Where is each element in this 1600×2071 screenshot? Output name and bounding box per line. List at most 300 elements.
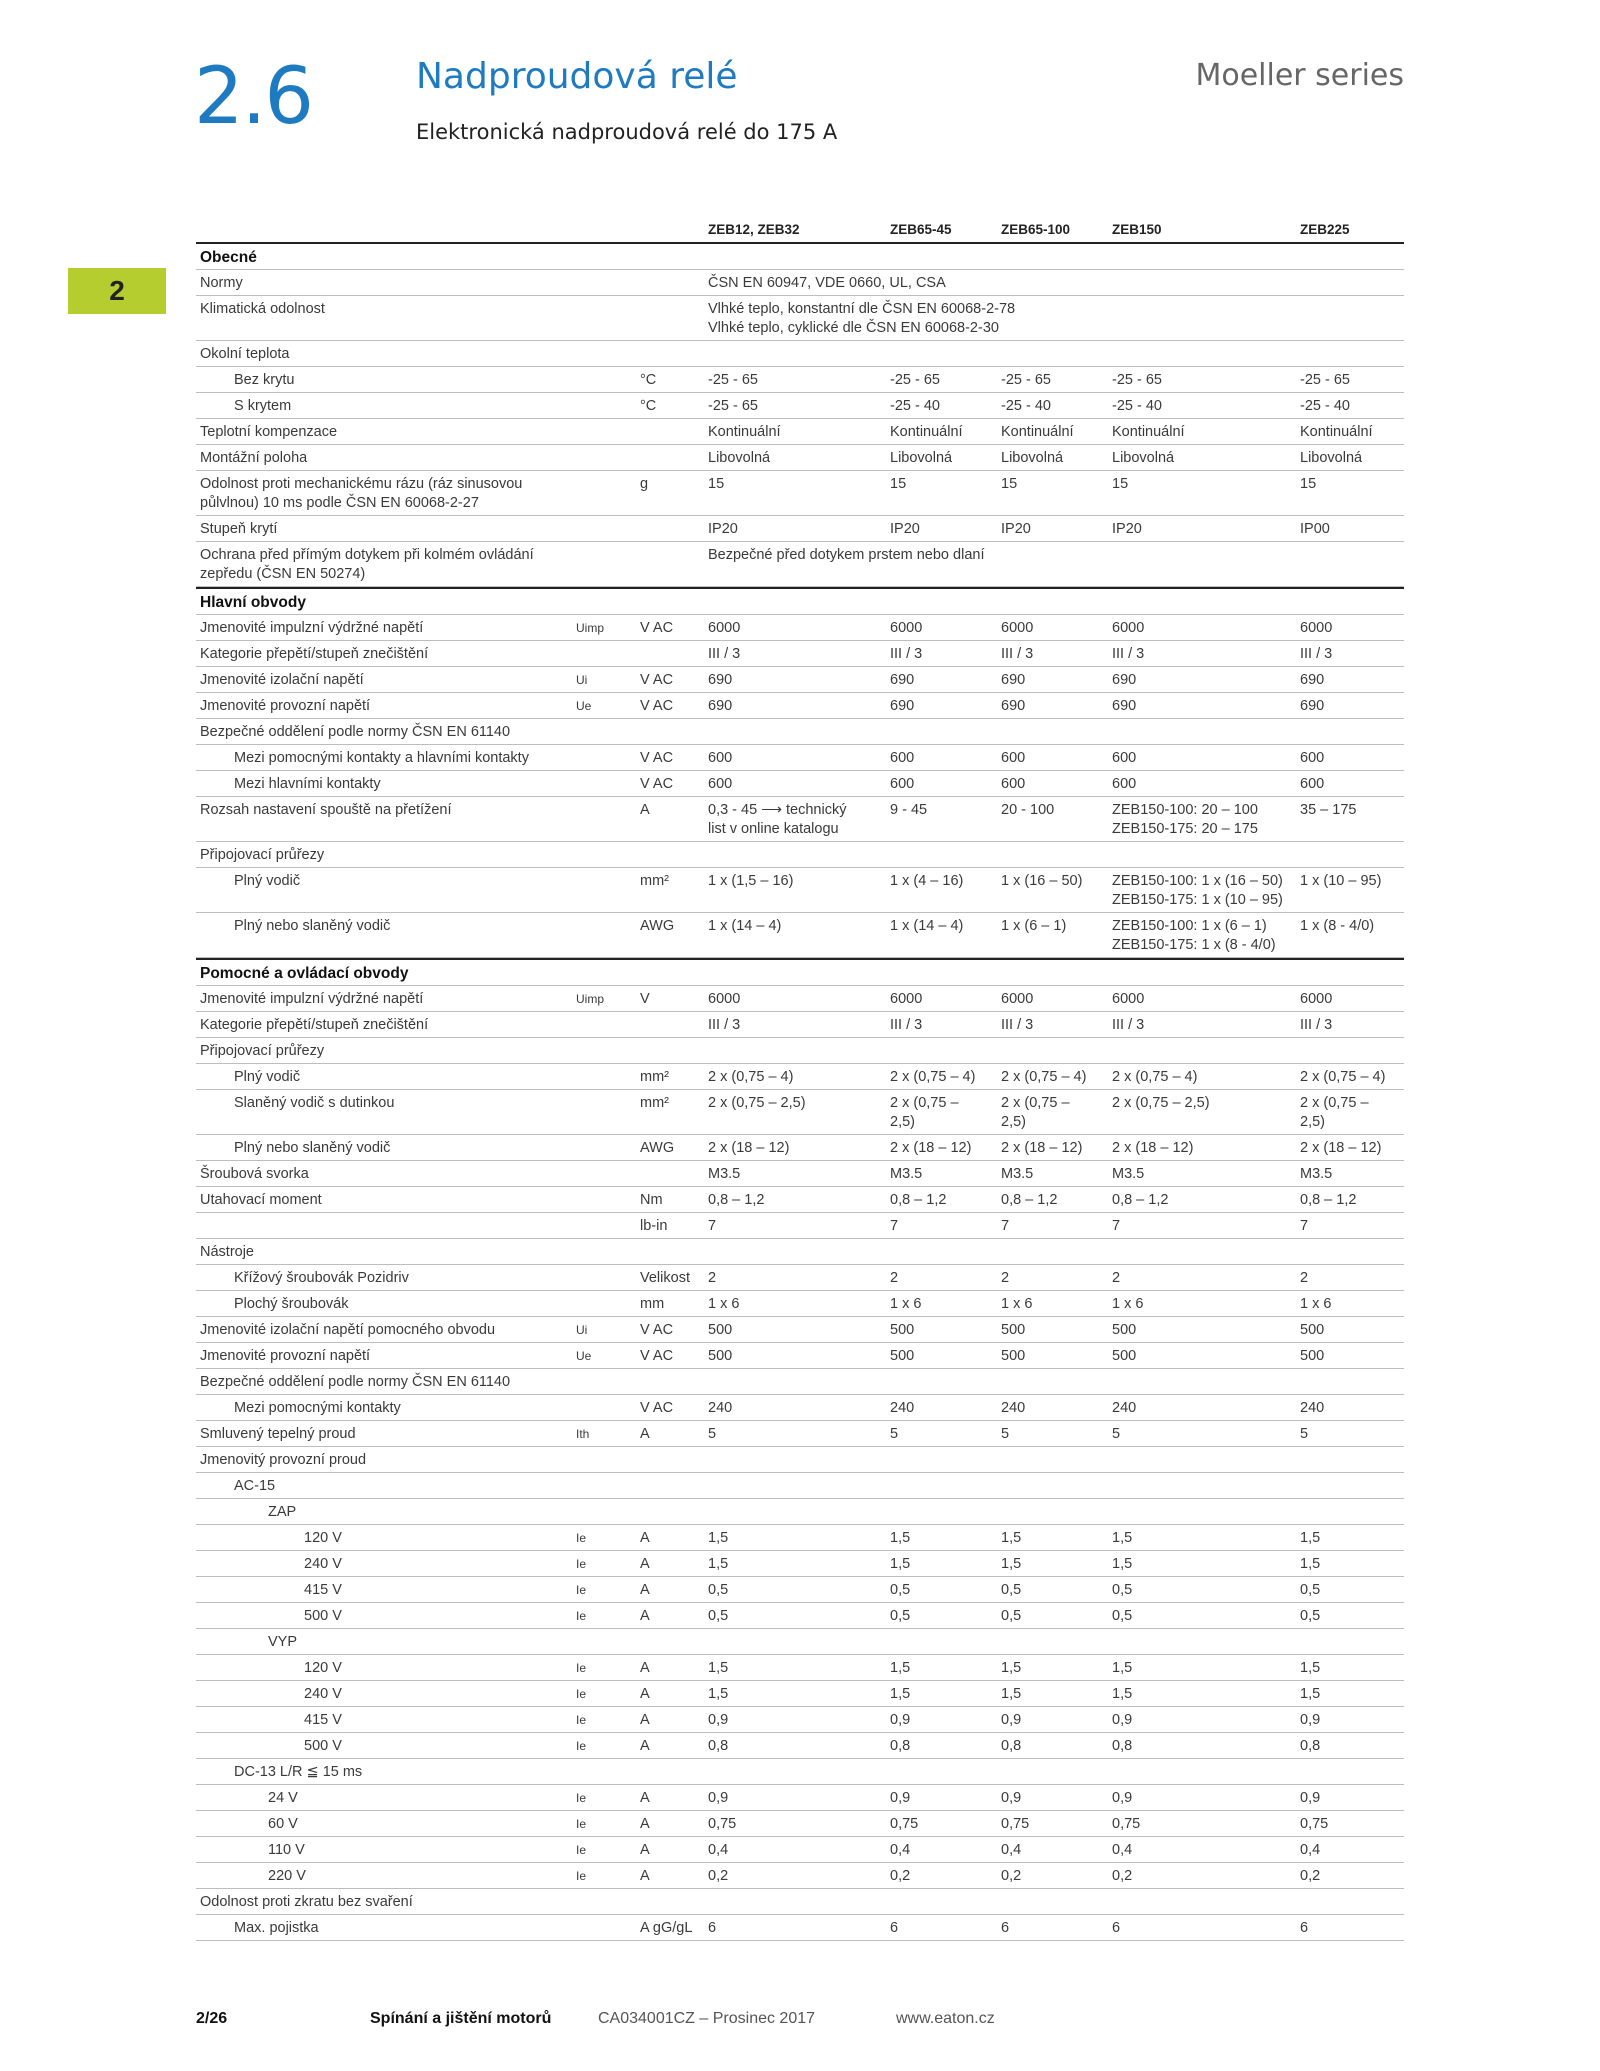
cell-value: 0,5 <box>1300 1582 1321 1598</box>
cell-value: IP20 <box>1001 521 1031 537</box>
table-row <box>196 913 1404 958</box>
row-label: Křížový šroubovák Pozidriv <box>234 1270 409 1286</box>
row-symbol: Ie <box>576 1687 587 1701</box>
cell-value: 2 <box>890 1270 899 1286</box>
table-row <box>196 1038 1404 1064</box>
cell-value: 1,5 <box>708 1686 729 1702</box>
cell-value: IP20 <box>708 521 738 537</box>
table-row <box>196 1317 1404 1343</box>
table-row <box>196 1012 1404 1038</box>
row-label: Odolnost proti mechanickému rázu (ráz sinusovou půlvlnou) 10 ms podle ČSN EN 60068-2-27 <box>200 476 523 511</box>
cell-value: 1,5 <box>890 1530 911 1546</box>
table-row <box>196 1733 1404 1759</box>
row-unit: A gG/gL <box>640 1920 693 1936</box>
row-label: ZAP <box>268 1504 297 1520</box>
cell-value: Kontinuální <box>1112 424 1185 440</box>
footer <box>196 2010 995 2028</box>
cell-value: 7 <box>1001 1218 1010 1234</box>
table-row <box>196 393 1404 419</box>
row-label: Teplotní kompenzace <box>200 424 338 440</box>
cell-value: 0,8 <box>1112 1738 1133 1754</box>
row-unit: A <box>640 1556 650 1572</box>
table-row <box>196 1473 1404 1499</box>
row-unit: V AC <box>640 1348 674 1364</box>
row-symbol: Ue <box>576 1349 592 1363</box>
row-symbol: Ie <box>576 1609 587 1623</box>
column-header: ZEB225 <box>1300 222 1350 237</box>
cell-value: 0,8 <box>708 1738 729 1754</box>
cell-value: Libovolná <box>708 450 771 466</box>
row-unit: A <box>640 1738 650 1754</box>
page-number: 2/26 <box>196 2010 228 2027</box>
cell-value: 690 <box>1001 672 1026 688</box>
row-unit: A <box>640 1790 650 1806</box>
cell-value: 600 <box>890 750 915 766</box>
row-label: Kategorie přepětí/stupeň znečištění <box>200 646 429 662</box>
table-row <box>196 797 1404 842</box>
column-header: ZEB12, ZEB32 <box>708 222 800 237</box>
row-label: Bezpečné oddělení podle normy ČSN EN 61140 <box>200 1374 511 1390</box>
cell-value: 0,8 – 1,2 <box>1300 1192 1357 1208</box>
row-symbol: Ui <box>576 1323 588 1337</box>
cell-value: Libovolná <box>1112 450 1175 466</box>
row-unit: V AC <box>640 672 674 688</box>
cell-value: 5 <box>890 1426 899 1442</box>
footer-website: www.eaton.cz <box>896 2010 995 2027</box>
cell-value: 1,5 <box>1112 1660 1133 1676</box>
cell-value: 500 <box>1300 1322 1325 1338</box>
cell-value: 0,3 - 45 ⟶ technický list v online katalogu <box>708 802 847 837</box>
table-row <box>196 1161 1404 1187</box>
row-value: Bezpečné před dotykem prstem nebo dlaní <box>708 547 985 563</box>
row-unit: V AC <box>640 1322 674 1338</box>
row-unit: A <box>640 1712 650 1728</box>
cell-value: Kontinuální <box>708 424 781 440</box>
cell-value: 2 x (18 – 12) <box>1300 1140 1382 1156</box>
cell-value: 2 x (0,75 – 4) <box>1300 1069 1386 1085</box>
table-row <box>196 1785 1404 1811</box>
table-row <box>196 1064 1404 1090</box>
row-label: Plný nebo slaněný vodič <box>234 918 391 934</box>
cell-value: M3.5 <box>708 1166 741 1182</box>
cell-value: 15 <box>1300 476 1317 492</box>
row-unit: mm² <box>640 1095 669 1111</box>
row-value: ČSN EN 60947, VDE 0660, UL, CSA <box>708 275 946 291</box>
table-row <box>196 1525 1404 1551</box>
cell-value: 1,5 <box>890 1660 911 1676</box>
table-row <box>196 1889 1404 1915</box>
chapter-tab: 2 <box>68 268 166 314</box>
cell-value: III / 3 <box>708 1017 741 1033</box>
row-label: 500 V <box>304 1738 342 1754</box>
cell-value: 600 <box>1112 750 1137 766</box>
row-unit: A <box>640 1426 650 1442</box>
table-row <box>196 1655 1404 1681</box>
table-row <box>196 1239 1404 1265</box>
cell-value: 0,75 <box>890 1816 919 1832</box>
row-unit: AWG <box>640 1140 675 1156</box>
cell-value: 0,9 <box>708 1790 729 1806</box>
cell-value: M3.5 <box>1300 1166 1333 1182</box>
cell-value: 0,2 <box>1300 1868 1321 1884</box>
row-unit: A <box>640 1608 650 1624</box>
row-label: Jmenovitý provozní proud <box>200 1452 367 1468</box>
cell-value: III / 3 <box>890 1017 923 1033</box>
cell-value: 0,9 <box>890 1712 911 1728</box>
cell-value: 6 <box>708 1920 717 1936</box>
cell-value: 20 - 100 <box>1001 802 1055 818</box>
row-label: Smluvený tepelný proud <box>200 1426 356 1442</box>
cell-value: 500 <box>1112 1322 1137 1338</box>
row-symbol: Ue <box>576 699 592 713</box>
row-label: Max. pojistka <box>234 1920 319 1936</box>
cell-value: 1 x 6 <box>1112 1296 1144 1312</box>
cell-value: III / 3 <box>890 646 923 662</box>
cell-value: M3.5 <box>890 1166 923 1182</box>
cell-value: 0,5 <box>1112 1608 1133 1624</box>
table-row <box>196 1759 1404 1785</box>
cell-value: Kontinuální <box>890 424 963 440</box>
cell-value: 0,2 <box>1112 1868 1133 1884</box>
footer-doc-id: CA034001CZ – Prosinec 2017 <box>598 2010 816 2027</box>
cell-value: 1,5 <box>890 1686 911 1702</box>
table-row <box>196 1187 1404 1213</box>
table-row <box>196 1603 1404 1629</box>
row-label: Připojovací průřezy <box>200 1043 325 1059</box>
cell-value: -25 - 65 <box>708 398 758 414</box>
table-row <box>196 1369 1404 1395</box>
row-symbol: Ie <box>576 1583 587 1597</box>
table-row <box>196 445 1404 471</box>
table-row <box>196 367 1404 393</box>
cell-value: Libovolná <box>1001 450 1064 466</box>
cell-value: 0,5 <box>890 1582 911 1598</box>
row-unit: mm² <box>640 873 669 889</box>
row-label: Jmenovité provozní napětí <box>200 1348 371 1364</box>
cell-value: 0,5 <box>1300 1608 1321 1624</box>
row-label: Montážní poloha <box>200 450 308 466</box>
row-label: Bez krytu <box>234 372 295 388</box>
cell-value: 15 <box>708 476 725 492</box>
row-label: Slaněný vodič s dutinkou <box>234 1095 395 1111</box>
table-header <box>196 218 1404 244</box>
cell-value: 1,5 <box>1112 1530 1133 1546</box>
row-label: Mezi pomocnými kontakty <box>234 1400 401 1416</box>
table-row <box>196 1213 1404 1239</box>
cell-value: 0,8 – 1,2 <box>708 1192 765 1208</box>
cell-value: IP20 <box>890 521 920 537</box>
cell-value: III / 3 <box>1001 646 1034 662</box>
cell-value: 1,5 <box>1001 1660 1022 1676</box>
row-unit: A <box>640 1686 650 1702</box>
row-symbol: Ie <box>576 1869 587 1883</box>
row-unit: V AC <box>640 698 674 714</box>
cell-value: 2 <box>1300 1270 1309 1286</box>
cell-value: -25 - 40 <box>890 398 940 414</box>
cell-value: 0,9 <box>1300 1790 1321 1806</box>
cell-value: 35 – 175 <box>1300 802 1357 818</box>
row-label: Šroubová svorka <box>200 1166 309 1182</box>
table-row <box>196 471 1404 516</box>
cell-value: 2 x (18 – 12) <box>1112 1140 1194 1156</box>
cell-value: 6 <box>1112 1920 1121 1936</box>
cell-value: 2 x (0,75 – 4) <box>708 1069 794 1085</box>
row-unit: V <box>640 991 650 1007</box>
row-label: 415 V <box>304 1582 342 1598</box>
section-number: 2.6 <box>194 52 313 142</box>
row-label: 110 V <box>268 1842 305 1858</box>
cell-value: 5 <box>1300 1426 1309 1442</box>
cell-value: 690 <box>1112 672 1137 688</box>
cell-value: 600 <box>708 776 733 792</box>
page-title: Nadproudová relé <box>416 56 738 97</box>
cell-value: ZEB150-100: 1 x (16 – 50) ZEB150-175: 1 x (10 – 95) <box>1112 873 1283 908</box>
cell-value: 0,8 – 1,2 <box>1112 1192 1169 1208</box>
cell-value: 2 x (0,75 – 2,5) <box>1112 1095 1210 1111</box>
row-label: Rozsah nastavení spouště na přetížení <box>200 802 452 818</box>
cell-value: 0,5 <box>1001 1608 1022 1624</box>
cell-value: 500 <box>1112 1348 1137 1364</box>
cell-value: -25 - 65 <box>1001 372 1051 388</box>
table-row <box>196 693 1404 719</box>
spec-table <box>196 218 1404 1941</box>
row-label: Připojovací průřezy <box>200 847 325 863</box>
cell-value: ZEB150-100: 1 x (6 – 1) ZEB150-175: 1 x (8 - 4/0) <box>1112 918 1276 953</box>
row-unit: g <box>640 476 649 492</box>
cell-value: 600 <box>1112 776 1137 792</box>
row-label: Jmenovité izolační napětí <box>200 672 364 688</box>
cell-value: -25 - 65 <box>1112 372 1162 388</box>
row-label: Ochrana před přímým dotykem při kolmém ovládání zepředu (ČSN EN 50274) <box>200 547 534 582</box>
cell-value: Kontinuální <box>1001 424 1074 440</box>
row-label: Jmenovité impulzní výdržné napětí <box>200 991 424 1007</box>
cell-value: III / 3 <box>1112 646 1145 662</box>
row-symbol: Ie <box>576 1531 587 1545</box>
row-symbol: Ie <box>576 1661 587 1675</box>
table-row <box>196 771 1404 797</box>
cell-value: 690 <box>708 698 733 714</box>
row-unit: A <box>640 1816 650 1832</box>
table-row <box>196 270 1404 296</box>
cell-value: 2 x (0,75 – 4) <box>890 1069 976 1085</box>
cell-value: 240 <box>1001 1400 1026 1416</box>
row-label: 240 V <box>304 1686 342 1702</box>
cell-value: 0,4 <box>708 1842 729 1858</box>
row-label: Jmenovité provozní napětí <box>200 698 371 714</box>
row-unit: A <box>640 1660 650 1676</box>
table-row <box>196 1090 1404 1135</box>
cell-value: 0,8 <box>1300 1738 1321 1754</box>
cell-value: 690 <box>708 672 733 688</box>
cell-value: 6000 <box>708 620 741 636</box>
cell-value: 690 <box>890 672 915 688</box>
cell-value: ZEB150-100: 20 – 100 ZEB150-175: 20 – 175 <box>1112 802 1258 837</box>
cell-value: -25 - 65 <box>708 372 758 388</box>
row-label: Plný vodič <box>234 1069 301 1085</box>
row-label: Jmenovité izolační napětí pomocného obvodu <box>200 1322 496 1338</box>
cell-value: 0,9 <box>1001 1790 1022 1806</box>
cell-value: 240 <box>1300 1400 1325 1416</box>
cell-value: 1,5 <box>1112 1686 1133 1702</box>
row-unit: V AC <box>640 750 674 766</box>
cell-value: 690 <box>1001 698 1026 714</box>
cell-value: 1 x (4 – 16) <box>890 873 964 889</box>
cell-value: 600 <box>1001 750 1026 766</box>
row-label: 500 V <box>304 1608 342 1624</box>
row-label: 24 V <box>268 1790 298 1806</box>
row-label: Okolní teplota <box>200 346 290 362</box>
table-row <box>196 1837 1404 1863</box>
row-label: Normy <box>200 275 243 291</box>
cell-value: 2 <box>1112 1270 1121 1286</box>
row-unit: A <box>640 1842 650 1858</box>
cell-value: 6000 <box>1300 991 1333 1007</box>
row-symbol: Uimp <box>576 992 605 1006</box>
cell-value: 1,5 <box>1001 1530 1022 1546</box>
table-row <box>196 1551 1404 1577</box>
cell-value: III / 3 <box>1112 1017 1145 1033</box>
cell-value: Libovolná <box>1300 450 1363 466</box>
cell-value: 0,5 <box>708 1582 729 1598</box>
cell-value: -25 - 40 <box>1300 398 1350 414</box>
cell-value: 6000 <box>890 620 923 636</box>
cell-value: 240 <box>708 1400 733 1416</box>
cell-value: 1 x 6 <box>1300 1296 1332 1312</box>
cell-value: 1 x 6 <box>890 1296 922 1312</box>
cell-value: 2 <box>1001 1270 1010 1286</box>
cell-value: -25 - 40 <box>1001 398 1051 414</box>
cell-value: 1 x (14 – 4) <box>890 918 964 934</box>
cell-value: 600 <box>1300 750 1325 766</box>
table-row <box>196 516 1404 542</box>
cell-value: 500 <box>890 1322 915 1338</box>
row-label: Utahovací moment <box>200 1192 322 1208</box>
row-unit: V AC <box>640 1400 674 1416</box>
cell-value: 6 <box>890 1920 899 1936</box>
cell-value: 7 <box>1112 1218 1121 1234</box>
cell-value: 500 <box>890 1348 915 1364</box>
cell-value: 1 x (8 - 4/0) <box>1300 918 1375 934</box>
row-unit: A <box>640 1582 650 1598</box>
column-header: ZEB65-100 <box>1001 222 1071 237</box>
row-label: Stupeň krytí <box>200 521 278 537</box>
cell-value: 2 x (0,75 – 2,5) <box>890 1095 959 1130</box>
row-unit: A <box>640 1868 650 1884</box>
table-row <box>196 1499 1404 1525</box>
cell-value: 0,2 <box>1001 1868 1022 1884</box>
cell-value: 690 <box>1112 698 1137 714</box>
cell-value: 690 <box>890 698 915 714</box>
row-symbol: Ui <box>576 673 588 687</box>
row-label: DC-13 L/R ≦ 15 ms <box>234 1764 363 1780</box>
row-unit: Velikost <box>640 1270 690 1286</box>
cell-value: 1 x (6 – 1) <box>1001 918 1067 934</box>
cell-value: 2 x (18 – 12) <box>708 1140 790 1156</box>
row-label: Kategorie přepětí/stupeň znečištění <box>200 1017 429 1033</box>
table-row <box>196 1421 1404 1447</box>
cell-value: 0,75 <box>708 1816 737 1832</box>
cell-value: 240 <box>890 1400 915 1416</box>
cell-value: 600 <box>1001 776 1026 792</box>
cell-value: IP20 <box>1112 521 1142 537</box>
cell-value: 1 x (14 – 4) <box>708 918 782 934</box>
cell-value: 1 x 6 <box>708 1296 740 1312</box>
cell-value: 690 <box>1300 698 1325 714</box>
row-label: S krytem <box>234 398 292 414</box>
row-label: Jmenovité impulzní výdržné napětí <box>200 620 424 636</box>
cell-value: -25 - 65 <box>1300 372 1350 388</box>
row-label: Klimatická odolnost <box>200 301 325 317</box>
cell-value: 0,9 <box>1300 1712 1321 1728</box>
cell-value: 5 <box>1112 1426 1121 1442</box>
table-row <box>196 986 1404 1012</box>
cell-value: 0,9 <box>708 1712 729 1728</box>
table-row <box>196 1395 1404 1421</box>
cell-value: 0,5 <box>708 1608 729 1624</box>
cell-value: 500 <box>1001 1348 1026 1364</box>
cell-value: III / 3 <box>708 646 741 662</box>
row-unit: V AC <box>640 620 674 636</box>
row-unit: AWG <box>640 918 675 934</box>
cell-value: 1 x (16 – 50) <box>1001 873 1083 889</box>
cell-value: 6000 <box>1112 991 1145 1007</box>
cell-value: 1,5 <box>1300 1530 1321 1546</box>
section-title: Obecné <box>200 249 257 266</box>
cell-value: Kontinuální <box>1300 424 1373 440</box>
cell-value: 7 <box>1300 1218 1309 1234</box>
row-label: 415 V <box>304 1712 342 1728</box>
cell-value: 0,5 <box>1001 1582 1022 1598</box>
table-row <box>196 719 1404 745</box>
cell-value: 0,9 <box>1001 1712 1022 1728</box>
cell-value: 1,5 <box>1300 1686 1321 1702</box>
section-heading <box>196 587 1404 615</box>
cell-value: 0,8 <box>890 1738 911 1754</box>
row-label: Plný vodič <box>234 873 301 889</box>
row-value: Vlhké teplo, konstantní dle ČSN EN 60068-2-78 Vlhké teplo, cyklické dle ČSN EN 60068-2-30 <box>708 301 1016 336</box>
cell-value: 2 x (18 – 12) <box>1001 1140 1083 1156</box>
table-row <box>196 1291 1404 1317</box>
table-row <box>196 1135 1404 1161</box>
cell-value: 1,5 <box>890 1556 911 1572</box>
cell-value: 240 <box>1112 1400 1137 1416</box>
footer-section: Spínání a jištění motorů <box>370 2010 552 2027</box>
cell-value: 6000 <box>1001 620 1034 636</box>
cell-value: 0,75 <box>1001 1816 1030 1832</box>
row-unit: lb-in <box>640 1218 668 1234</box>
table-row <box>196 1265 1404 1291</box>
cell-value: 1 x (1,5 – 16) <box>708 873 794 889</box>
row-unit: A <box>640 802 650 818</box>
cell-value: M3.5 <box>1112 1166 1145 1182</box>
cell-value: 7 <box>890 1218 899 1234</box>
row-label: VYP <box>268 1634 298 1650</box>
row-label: 120 V <box>304 1530 342 1546</box>
cell-value: 15 <box>1112 476 1129 492</box>
cell-value: 15 <box>1001 476 1018 492</box>
cell-value: Libovolná <box>890 450 953 466</box>
cell-value: 7 <box>708 1218 717 1234</box>
table-row <box>196 1577 1404 1603</box>
cell-value: 0,5 <box>1112 1582 1133 1598</box>
cell-value: III / 3 <box>1001 1017 1034 1033</box>
row-symbol: Uimp <box>576 621 605 635</box>
table-row <box>196 1629 1404 1655</box>
row-label: Mezi pomocnými kontakty a hlavními kontakty <box>234 750 529 766</box>
row-unit: V AC <box>640 776 674 792</box>
cell-value: 0,4 <box>1001 1842 1022 1858</box>
column-header: ZEB150 <box>1112 222 1162 237</box>
